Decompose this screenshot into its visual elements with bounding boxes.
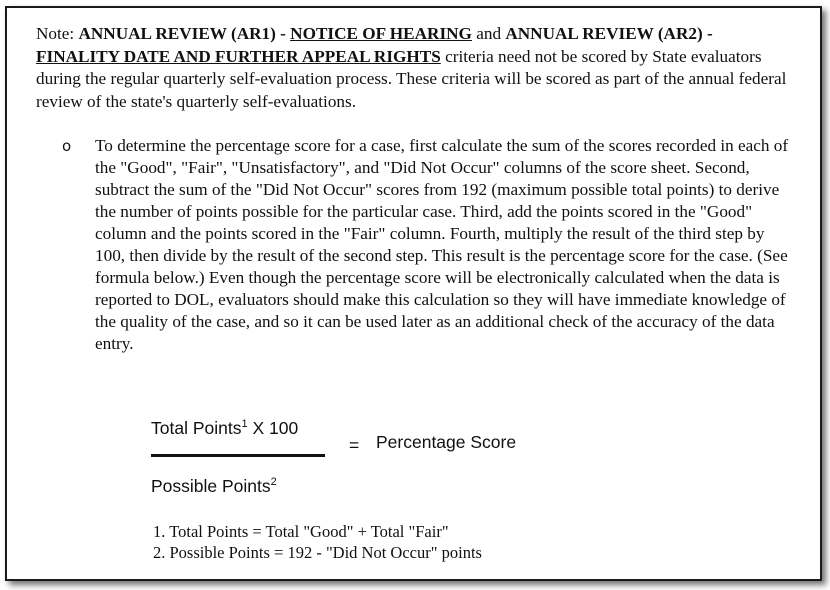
- ar1-title: NOTICE OF HEARING: [290, 24, 472, 43]
- footnote-1: 1. Total Points = Total "Good" + Total "Fair": [153, 522, 449, 541]
- numerator-footnote-ref: 1: [241, 418, 248, 430]
- formula-denominator: [151, 476, 277, 497]
- fraction-bar: [151, 454, 325, 457]
- ar2-label: ANNUAL REVIEW (AR2) -: [505, 24, 713, 43]
- formula-result: Percentage Score: [376, 432, 517, 452]
- note-and: and: [471, 24, 506, 43]
- note-paragraph: [36, 23, 796, 113]
- footnote-2: 2. Possible Points = 192 - "Did Not Occur" points: [153, 543, 482, 562]
- footnotes: [153, 521, 482, 563]
- numerator-text: Total Points: [151, 418, 242, 438]
- numerator-multiplier: X 100: [247, 418, 299, 438]
- note-lead: Note:: [36, 24, 79, 43]
- equals-sign: =: [349, 435, 360, 455]
- note-rest: criteria need not be scored by State evaluators during the regular quarterly self-evaluation process. These criteria will be scored as part of the annual federal review of the state's quarterly self-evaluations.: [36, 46, 787, 111]
- denominator-text: Possible Points: [151, 476, 271, 496]
- ar2-title: FINALITY DATE AND FURTHER APPEAL RIGHTS: [36, 46, 441, 66]
- bullet-marker: o: [62, 137, 72, 155]
- denominator-footnote-ref: 2: [270, 476, 277, 488]
- formula-numerator: [151, 418, 298, 439]
- ar1-label: ANNUAL REVIEW (AR1) -: [78, 24, 291, 43]
- bullet-text: To determine the percentage score for a case, first calculate the sum of the scores recorded in each of the "Good", "Fair", "Unsatisfactory", and "Did Not Occur" columns of the score sheet. Second, subtract the sum of the "Did Not Occur" scores from 192 (maximum possible total points) to derive the number of points possible for the particular case. Third, add the points scored in the "Good" column and the points scored in the "Fair" column. Fourth, multiply the result of the third step by 100, then divide by the result of the second step. This result is the percentage score for the case. (See formula below.) Even though the percentage score will be electronically calculated when the data is reported to DOL, evaluators should make this calculation so they will have immediate knowledge of the quality of the case, and so it can be used later as an additional check of the accuracy of the data entry.: [95, 136, 789, 353]
- document-frame: [5, 6, 822, 581]
